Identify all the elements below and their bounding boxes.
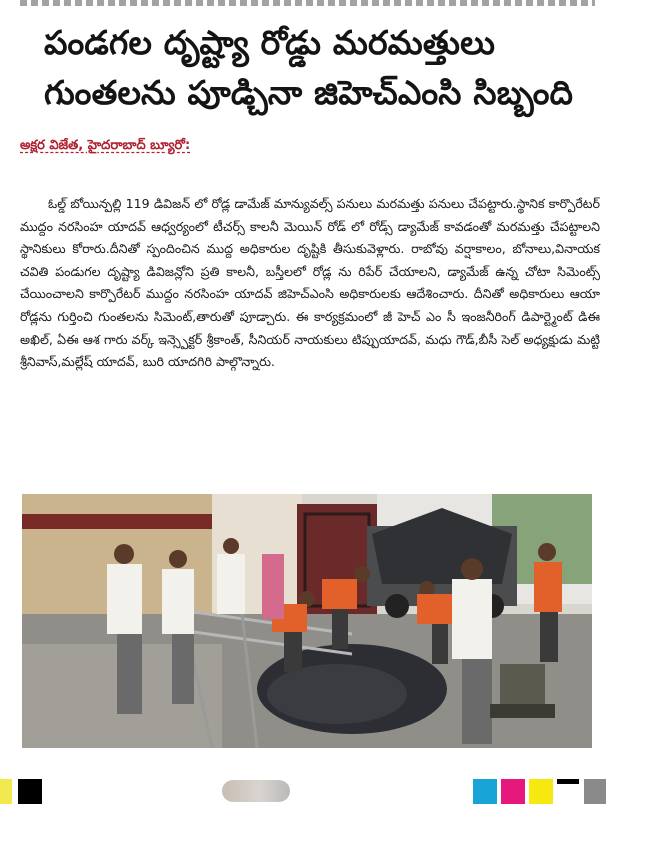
news-photo <box>22 494 592 748</box>
print-mark-black-right <box>557 779 579 784</box>
registration-pill-mark <box>222 780 290 802</box>
article-headline <box>44 18 624 118</box>
article-byline: అక్షర విజేత, హైదరాబాద్ బ్యూరో: <box>20 138 191 153</box>
headline-line-2: గుంతలను పూడ్చినా జిహెచ్ఎంసి సిబ్బంది <box>44 73 574 112</box>
top-cropped-text-strip <box>20 0 595 6</box>
print-mark-cyan <box>473 779 497 804</box>
print-mark-gray <box>584 779 606 804</box>
print-mark-yellow-right <box>529 779 553 804</box>
print-mark-magenta <box>501 779 525 804</box>
article-body: ఓల్డ్ బోయిన్పల్లి 119 డివిజన్ లో రోడ్ల డామేజ్ మాన్యువల్స్ పనులు మరమత్తు పనులు చేపట్టారు.స్థానిక కార్పొరేటర్ ముద్దం నరసింహ యాదవ్ ఆధ్వర్యంలో టీచర్స్ కాలనీ మెయిన్ రోడ్ లో రోడ్స్ డ్యామేజ్ కావడంతో మరమత్తు చేపట్టాలని స్థానికులు కోరారు.దీనితో స్పందించిన ముద్ద అధికారుల దృష్టికి తీసుకువెళ్లారు. రాబోవు వర్షాకాలం, బోనాలు,వినాయక చవితి పండుగల దృష్ట్యా డివిజన్లోని ప్రతి కాలనీ, బస్తీలలో రోడ్ల ను రిపేర్ చేయాలని, డ్యామేజ్ ఉన్న చోటా సిమెంట్స్ చేయించాలని కార్పొరేటర్ ముద్దం నరసింహ యాదవ్ జిహెచ్ఎంసి అధికారులకు ఆదేశించారు. దీనితో అధికారులు ఆయా రోడ్లను గుర్తించి గుంతలను సిమెంట్,తారుతో పూడ్చారు. ఈ కార్యక్రమంలో జీ హెచ్ ఎం సీ ఇంజనీరింగ్ డిపార్ట్మెంట్ డిఈ అఖిల్, ఏఈ ఆశ గారు వర్క్ ఇన్స్పెక్టర్ శ్రీకాంత్, సీనియర్ నాయకులు టిప్పుయాదవ్, మధు గౌడ్,బీసీ సెల్ అధ్యక్షుడు మట్టి శ్రీనివాస్,మల్లేష్ యాదవ్, బురి యాదగిరి పాల్గొన్నారు. <box>20 196 600 370</box>
print-mark-black <box>18 779 42 804</box>
road-repair-photo-icon <box>22 494 592 748</box>
print-mark-yellow <box>0 779 12 804</box>
headline-line-1: పండగల దృష్ట్యా రోడ్డు మరమత్తులు <box>44 23 496 62</box>
